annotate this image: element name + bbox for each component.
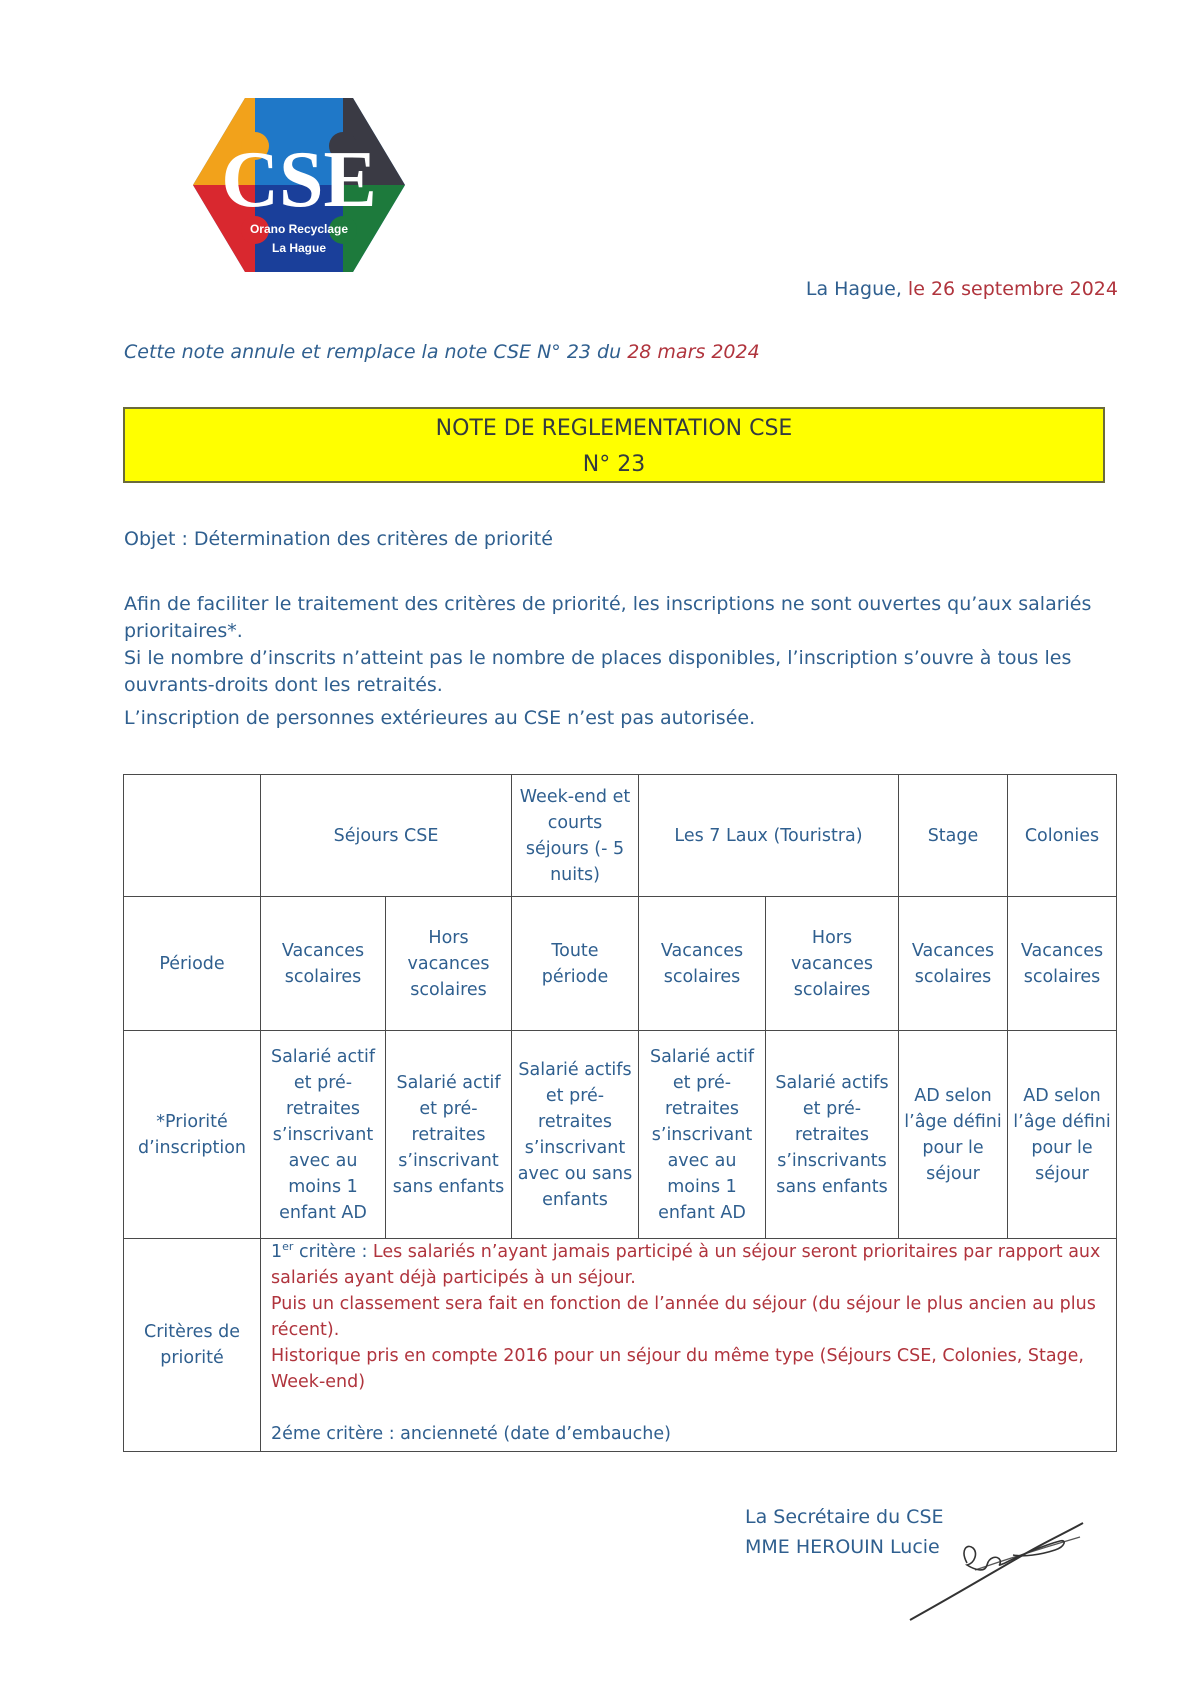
table-header-row — [124, 775, 1117, 897]
date: le 26 septembre 2024 — [901, 278, 1118, 300]
critere-2: 2éme critère : ancienneté (date d’embauche) — [271, 1424, 671, 1444]
table-cell: Vacances scolaires — [639, 897, 766, 1031]
table-cell: Vacances scolaires — [899, 897, 1008, 1031]
table-row-priorite — [124, 1031, 1117, 1239]
title-box — [123, 407, 1105, 483]
intro-paragraph-3: L’inscription de personnes extérieures au CSE n’est pas autorisée. — [124, 707, 756, 729]
svg-text:Orano Recyclage: Orano Recyclage — [249, 222, 349, 236]
critere-1-history: Historique pris en compte 2016 pour un séjour du même type (Séjours CSE, Colonies, Stage, Week-end) — [271, 1346, 1084, 1392]
replace-note-text: Cette note annule et remplace la note CSE N° 23 du — [124, 341, 628, 363]
row-label-priorite: *Priorité d’inscription — [124, 1031, 261, 1239]
table-cell: Salarié actif et pré-retraites s’inscrivant sans enfants — [386, 1031, 512, 1239]
cse-logo — [193, 98, 405, 272]
header-colonies: Colonies — [1008, 775, 1117, 897]
priority-rules-table — [123, 774, 1117, 1452]
intro-paragraph-2: Si le nombre d’inscrits n’atteint pas le nombre de places disponibles, l’inscription s’ouvre à tous les ouvrants-droits dont les retraités. — [124, 647, 1072, 696]
spacer — [271, 1395, 1106, 1421]
table-cell: AD selon l’âge défini pour le séjour — [899, 1031, 1008, 1239]
critere-1-text: Les salariés n’ayant jamais participé à un séjour seront prioritaires par rapport aux salariés ayant déjà participés à un séjour. — [271, 1242, 1101, 1288]
svg-text:La Hague: La Hague — [271, 241, 327, 255]
critere-1-ranking: Puis un classement sera fait en fonction de l’année du séjour (du séjour le plus ancien au plus récent). — [271, 1294, 1096, 1340]
table-cell: Toute période — [512, 897, 639, 1031]
header-sejours-cse: Séjours CSE — [261, 775, 512, 897]
critere-1-sup: er — [282, 1240, 294, 1254]
place: La Hague, — [805, 278, 902, 300]
object-line: Objet : Détermination des critères de priorité — [124, 528, 553, 550]
criteres-cell — [261, 1239, 1117, 1452]
table-row-criteres — [124, 1239, 1117, 1452]
svg-text:CSE: CSE — [221, 136, 377, 224]
header-7-laux: Les 7 Laux (Touristra) — [639, 775, 899, 897]
critere-1-number: 1 — [271, 1242, 283, 1262]
table-row-periode — [124, 897, 1117, 1031]
title-line-1: NOTE DE REGLEMENTATION CSE — [435, 416, 793, 441]
row-label-periode: Période — [124, 897, 261, 1031]
replace-note-date: 28 mars 2024 — [627, 341, 760, 363]
cse-hexagon-logo-icon — [193, 98, 405, 272]
table-cell: Hors vacances scolaires — [766, 897, 899, 1031]
table-cell: Salarié actifs et pré-retraites s’inscrivants sans enfants — [766, 1031, 899, 1239]
critere-1 — [271, 1239, 1106, 1291]
intro-paragraph-1: Afin de faciliter le traitement des critères de priorité, les inscriptions ne sont ouvertes qu’aux salariés prioritaires*. — [124, 593, 1092, 642]
table-cell: Vacances scolaires — [261, 897, 386, 1031]
date-line — [806, 278, 1118, 300]
table-cell: Salarié actifs et pré-retraites s’inscrivant avec ou sans enfants — [512, 1031, 639, 1239]
row-label-criteres: Critères de priorité — [124, 1239, 261, 1452]
signatory-role: La Secrétaire du CSE — [745, 1506, 944, 1528]
table-cell: Hors vacances scolaires — [386, 897, 512, 1031]
critere-1-label: critère : — [293, 1242, 373, 1262]
intro-text — [124, 591, 1104, 732]
header-stage: Stage — [899, 775, 1008, 897]
table-cell: Salarié actif et pré-retraites s’inscrivant avec au moins 1 enfant AD — [261, 1031, 386, 1239]
title-line-2: N° 23 — [582, 452, 646, 477]
header-empty-cell — [124, 775, 261, 897]
handwritten-signature-icon — [905, 1515, 1085, 1625]
table-cell: Salarié actif et pré-retraites s’inscrivant avec au moins 1 enfant AD — [639, 1031, 766, 1239]
replace-note — [124, 341, 760, 363]
header-week-end: Week-end et courts séjours (- 5 nuits) — [512, 775, 639, 897]
table-cell: AD selon l’âge défini pour le séjour — [1008, 1031, 1117, 1239]
table-cell: Vacances scolaires — [1008, 897, 1117, 1031]
signatory-name: MME HEROUIN Lucie — [745, 1536, 940, 1558]
